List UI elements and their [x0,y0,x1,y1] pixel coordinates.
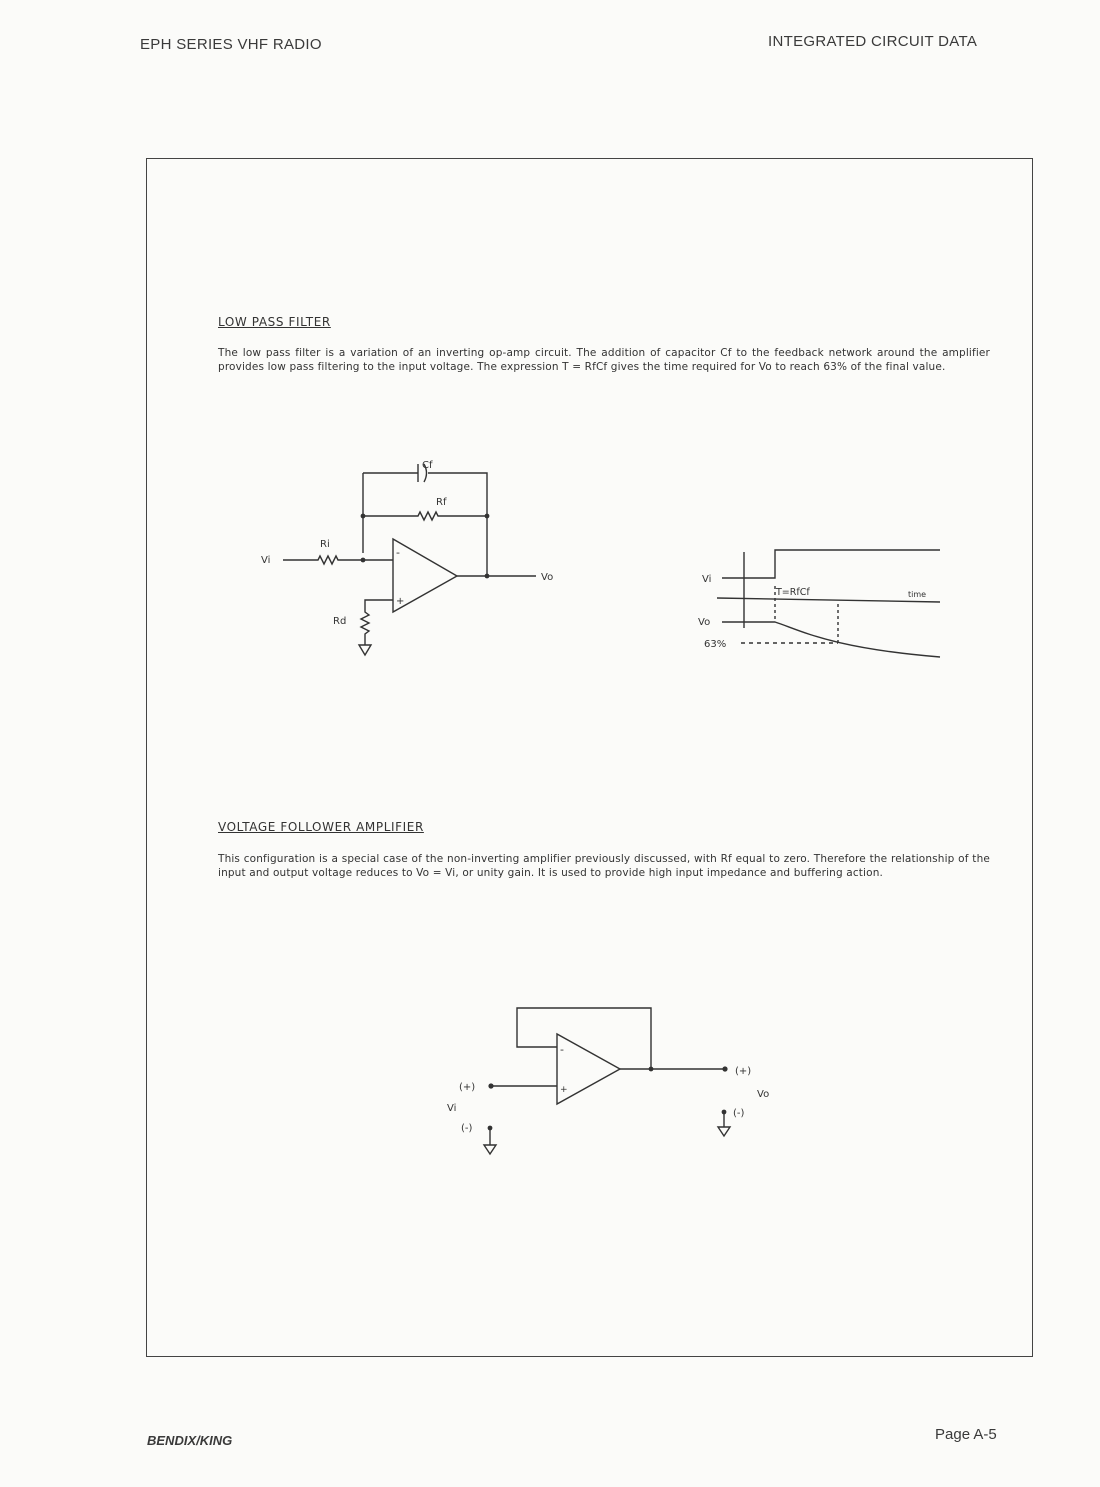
label-plus: + [396,596,405,607]
ground-icon [718,1127,730,1136]
label-out-minus: (-) [733,1108,745,1119]
wave-label-time: time [908,590,927,599]
label-minus: - [396,546,400,559]
step-response-waveform [698,550,940,657]
resistor-rf [363,512,487,520]
label-rf: Rf [436,497,447,508]
low-pass-filter-title: LOW PASS FILTER [218,315,331,329]
label-in-plus: (+) [459,1082,476,1093]
ground-icon [484,1145,496,1154]
label-minus: - [560,1043,564,1056]
footer-brand: BENDIX/KING [147,1433,233,1448]
resistor-rd [361,600,393,645]
wave-label-pct: 63% [704,639,727,650]
label-out-plus: (+) [735,1066,752,1077]
voltage-follower-text: This configuration is a special case of the non-inverting amplifier previously discussed, with Rf equal to zero. Therefore the relationship of the input and output voltage reduces to Vo = Vi, or unity gain. It is used to provide high input impedance and buffering action. [218,853,990,879]
ground-icon [359,645,371,655]
label-vi: Vi [261,555,271,566]
label-ri: Ri [320,539,330,550]
low-pass-filter-text: The low pass filter is a variation of an inverting op-amp circuit. The addition of capacitor Cf to the feedback network around the amplifier provides low pass filtering to the input voltage. The expression T = RfCf gives the time required for Vo to reach 63% of the final value. [218,347,990,373]
wave-label-vi: Vi [702,574,712,585]
label-vi: Vi [447,1103,457,1114]
label-rd: Rd [333,616,347,627]
wave-label-vo: Vo [698,617,711,628]
wave-label-tau: T=RfCf [776,587,810,598]
voltage-follower-schematic [447,1008,769,1154]
label-in-minus: (-) [461,1123,473,1134]
header-section: INTEGRATED CIRCUIT DATA [768,33,978,50]
label-plus: + [560,1085,568,1095]
label-cf: Cf [422,460,433,471]
voltage-follower-title: VOLTAGE FOLLOWER AMPLIFIER [218,820,424,834]
label-vo: Vo [541,572,554,583]
resistor-ri [283,556,393,564]
low-pass-filter-schematic [261,460,553,655]
page-number: Page A-5 [935,1426,997,1443]
label-vo: Vo [757,1089,770,1100]
header-title: EPH SERIES VHF RADIO [140,36,322,53]
